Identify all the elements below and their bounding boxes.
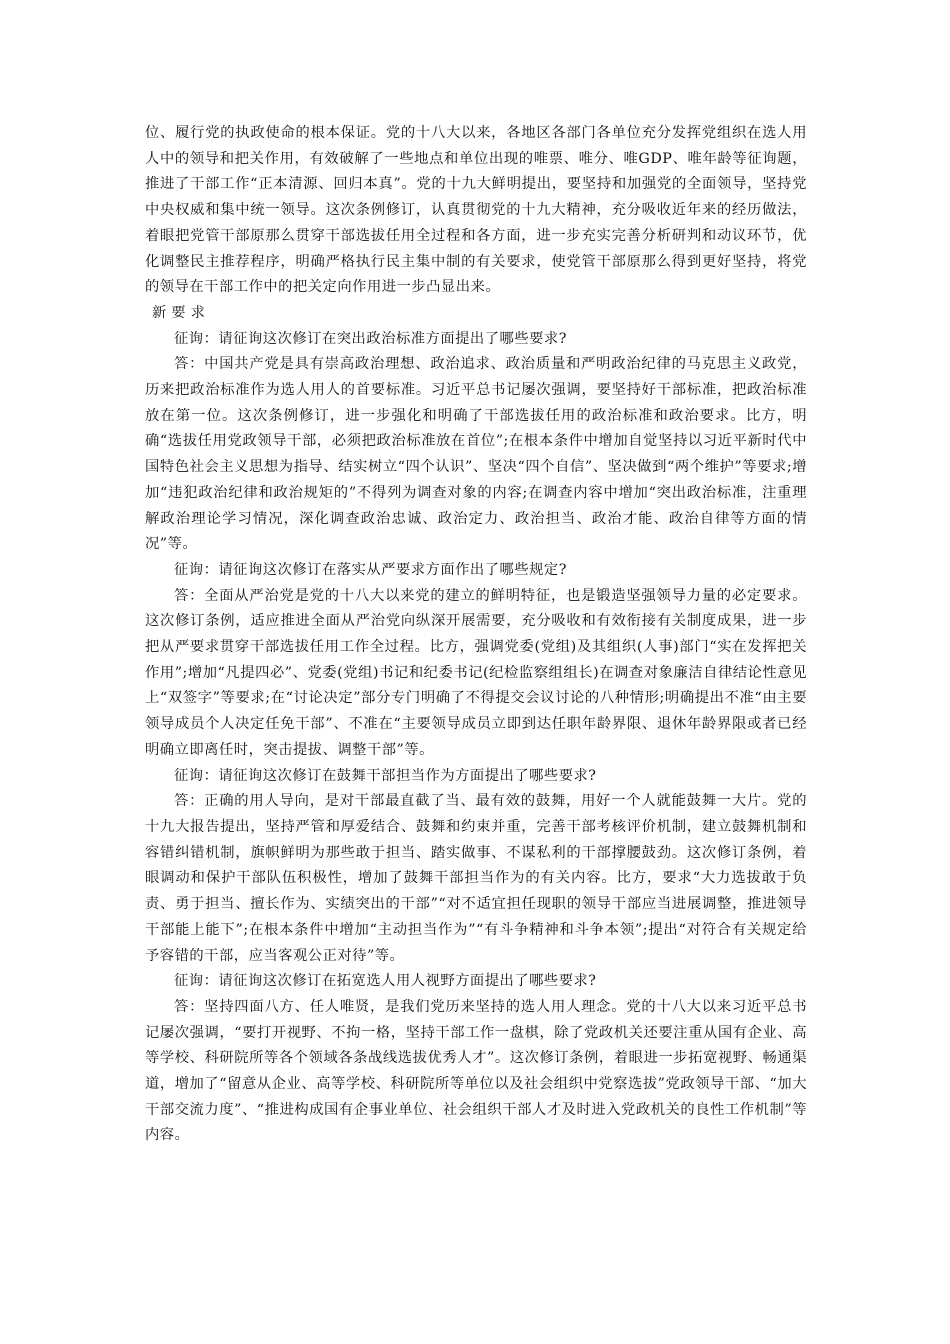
document-page <box>145 121 807 1149</box>
question-paragraph: 征询：请征询这次修订在鼓舞干部担当作为方面提出了哪些要求? <box>174 767 597 784</box>
body-paragraph: 位、履行党的执政使命的根本保证。党的十八大以来，各地区各部门各单位充分发挥党组织在选人用人中的领导和把关作用，有效破解了一些地点和单位出现的唯票、唯分、唯GDP、唯年龄等征询题，推进了干部工作“正本清源、回归本真”。党的十九大鲜明提出，要坚持和加强党的全面领导，坚持党中央权威和集中统一领导。这次条例修订，认真贯彻党的十九大精神，充分吸收近年来的经历做法，着眼把党管干部原那么贯穿干部选拔任用全过程和各方面，进一步充实完善分析研判和动议环节，优化调整民主推荐程序，明确严格执行民主集中制的有关要求，使党管干部原那么得到更好坚持，将党的领导在干部工作中的把关定向作用进一步凸显出来。 <box>145 125 807 296</box>
answer-paragraph: 答：中国共产党是具有崇高政治理想、政治追求、政治质量和严明政治纪律的马克思主义政党，历来把政治标准作为选人用人的首要标准。习近平总书记屡次强调，要坚持好干部标准，把政治标准放在第一位。这次条例修订，进一步强化和明确了干部选拔任用的政治标准和政治要求。比方，明确“选拔任用党政领导干部，必须把政治标准放在首位”;在根本条件中增加自觉坚持以习近平新时代中国特色社会主义思想为指导、结实树立“四个认识”、坚决“四个自信”、坚决做到“两个维护”等要求;增加“违犯政治纪律和政治规矩的”不得列为调查对象的内容;在调查内容中增加“突出政治标准，注重理解政治理论学习情况，深化调查政治忠诚、政治定力、政治担当、政治才能、政治自律等方面的情况”等。 <box>145 356 807 553</box>
question-paragraph: 征询：请征询这次修订在落实从严要求方面作出了哪些规定? <box>174 561 567 578</box>
answer-paragraph: 答：坚持四面八方、任人唯贤，是我们党历来坚持的选人用人理念。党的十八大以来习近平总书记屡次强调，“要打开视野、不拘一格，坚持干部工作一盘棋，除了党政机关还要注重从国有企业、高等学校、科研院所等各个领域各条战线选拔优秀人才”。这次修订条例，着眼进一步拓宽视野、畅通渠道，增加了“留意从企业、高等学校、科研院所等单位以及社会组织中党察选拔”党政领导干部、“加大干部交流力度”、“推进构成国有企事业单位、社会组织干部人才及时进入党政机关的良性工作机制”等内容。 <box>145 998 807 1144</box>
question-paragraph: 征询：请征询这次修订在拓宽选人用人视野方面提出了哪些要求? <box>174 973 597 990</box>
answer-paragraph: 答：正确的用人导向，是对干部最直截了当、最有效的鼓舞，用好一个人就能鼓舞一大片。党的十九大报告提出，坚持严管和厚爱结合、鼓舞和约束并重，完善干部考核评价机制，建立鼓舞机制和容错纠错机制，旗帜鲜明为那些敢于担当、踏实做事、不谋私利的干部撑腰鼓劲。这次修订条例，着眼调动和保护干部队伍积极性，增加了鼓舞干部担当作为的有关内容。比方，要求“大力选拔敢于负责、勇于担当、擅长作为、实绩突出的干部”“对不适宜担任现职的领导干部应当进展调整，推进领导干部能上能下”;在根本条件中增加“主动担当作为”“有斗争精神和斗争本领”;提出“对符合有关规定给予容错的干部，应当客观公正对待”等。 <box>145 793 807 964</box>
section-heading: 新要求 <box>152 304 210 321</box>
question-paragraph: 征询：请征询这次修订在突出政治标准方面提出了哪些要求? <box>174 330 567 347</box>
answer-paragraph: 答：全面从严治党是党的十八大以来党的建立的鲜明特征，也是锻造坚强领导力量的必定要求。这次修订条例，适应推进全面从严治党向纵深开展需要，充分吸收和有效衔接有关制度成果，进一步把从严要求贯穿干部选拔任用工作全过程。比方，强调党委(党组)及其组织(人事)部门“实在发挥把关作用”;增加“凡提四必”、党委(党组)书记和纪委书记(纪检监察组组长)在调查对象廉洁自律结论性意见上“双签字”等要求;在“讨论决定”部分专门明确了不得提交会议讨论的八种情形;明确提出不准“由主要领导成员个人决定任免干部”、不准在“主要领导成员立即到达任职年龄界限、退休年龄界限或者已经明确立即离任时，突击提拔、调整干部”等。 <box>145 587 807 758</box>
